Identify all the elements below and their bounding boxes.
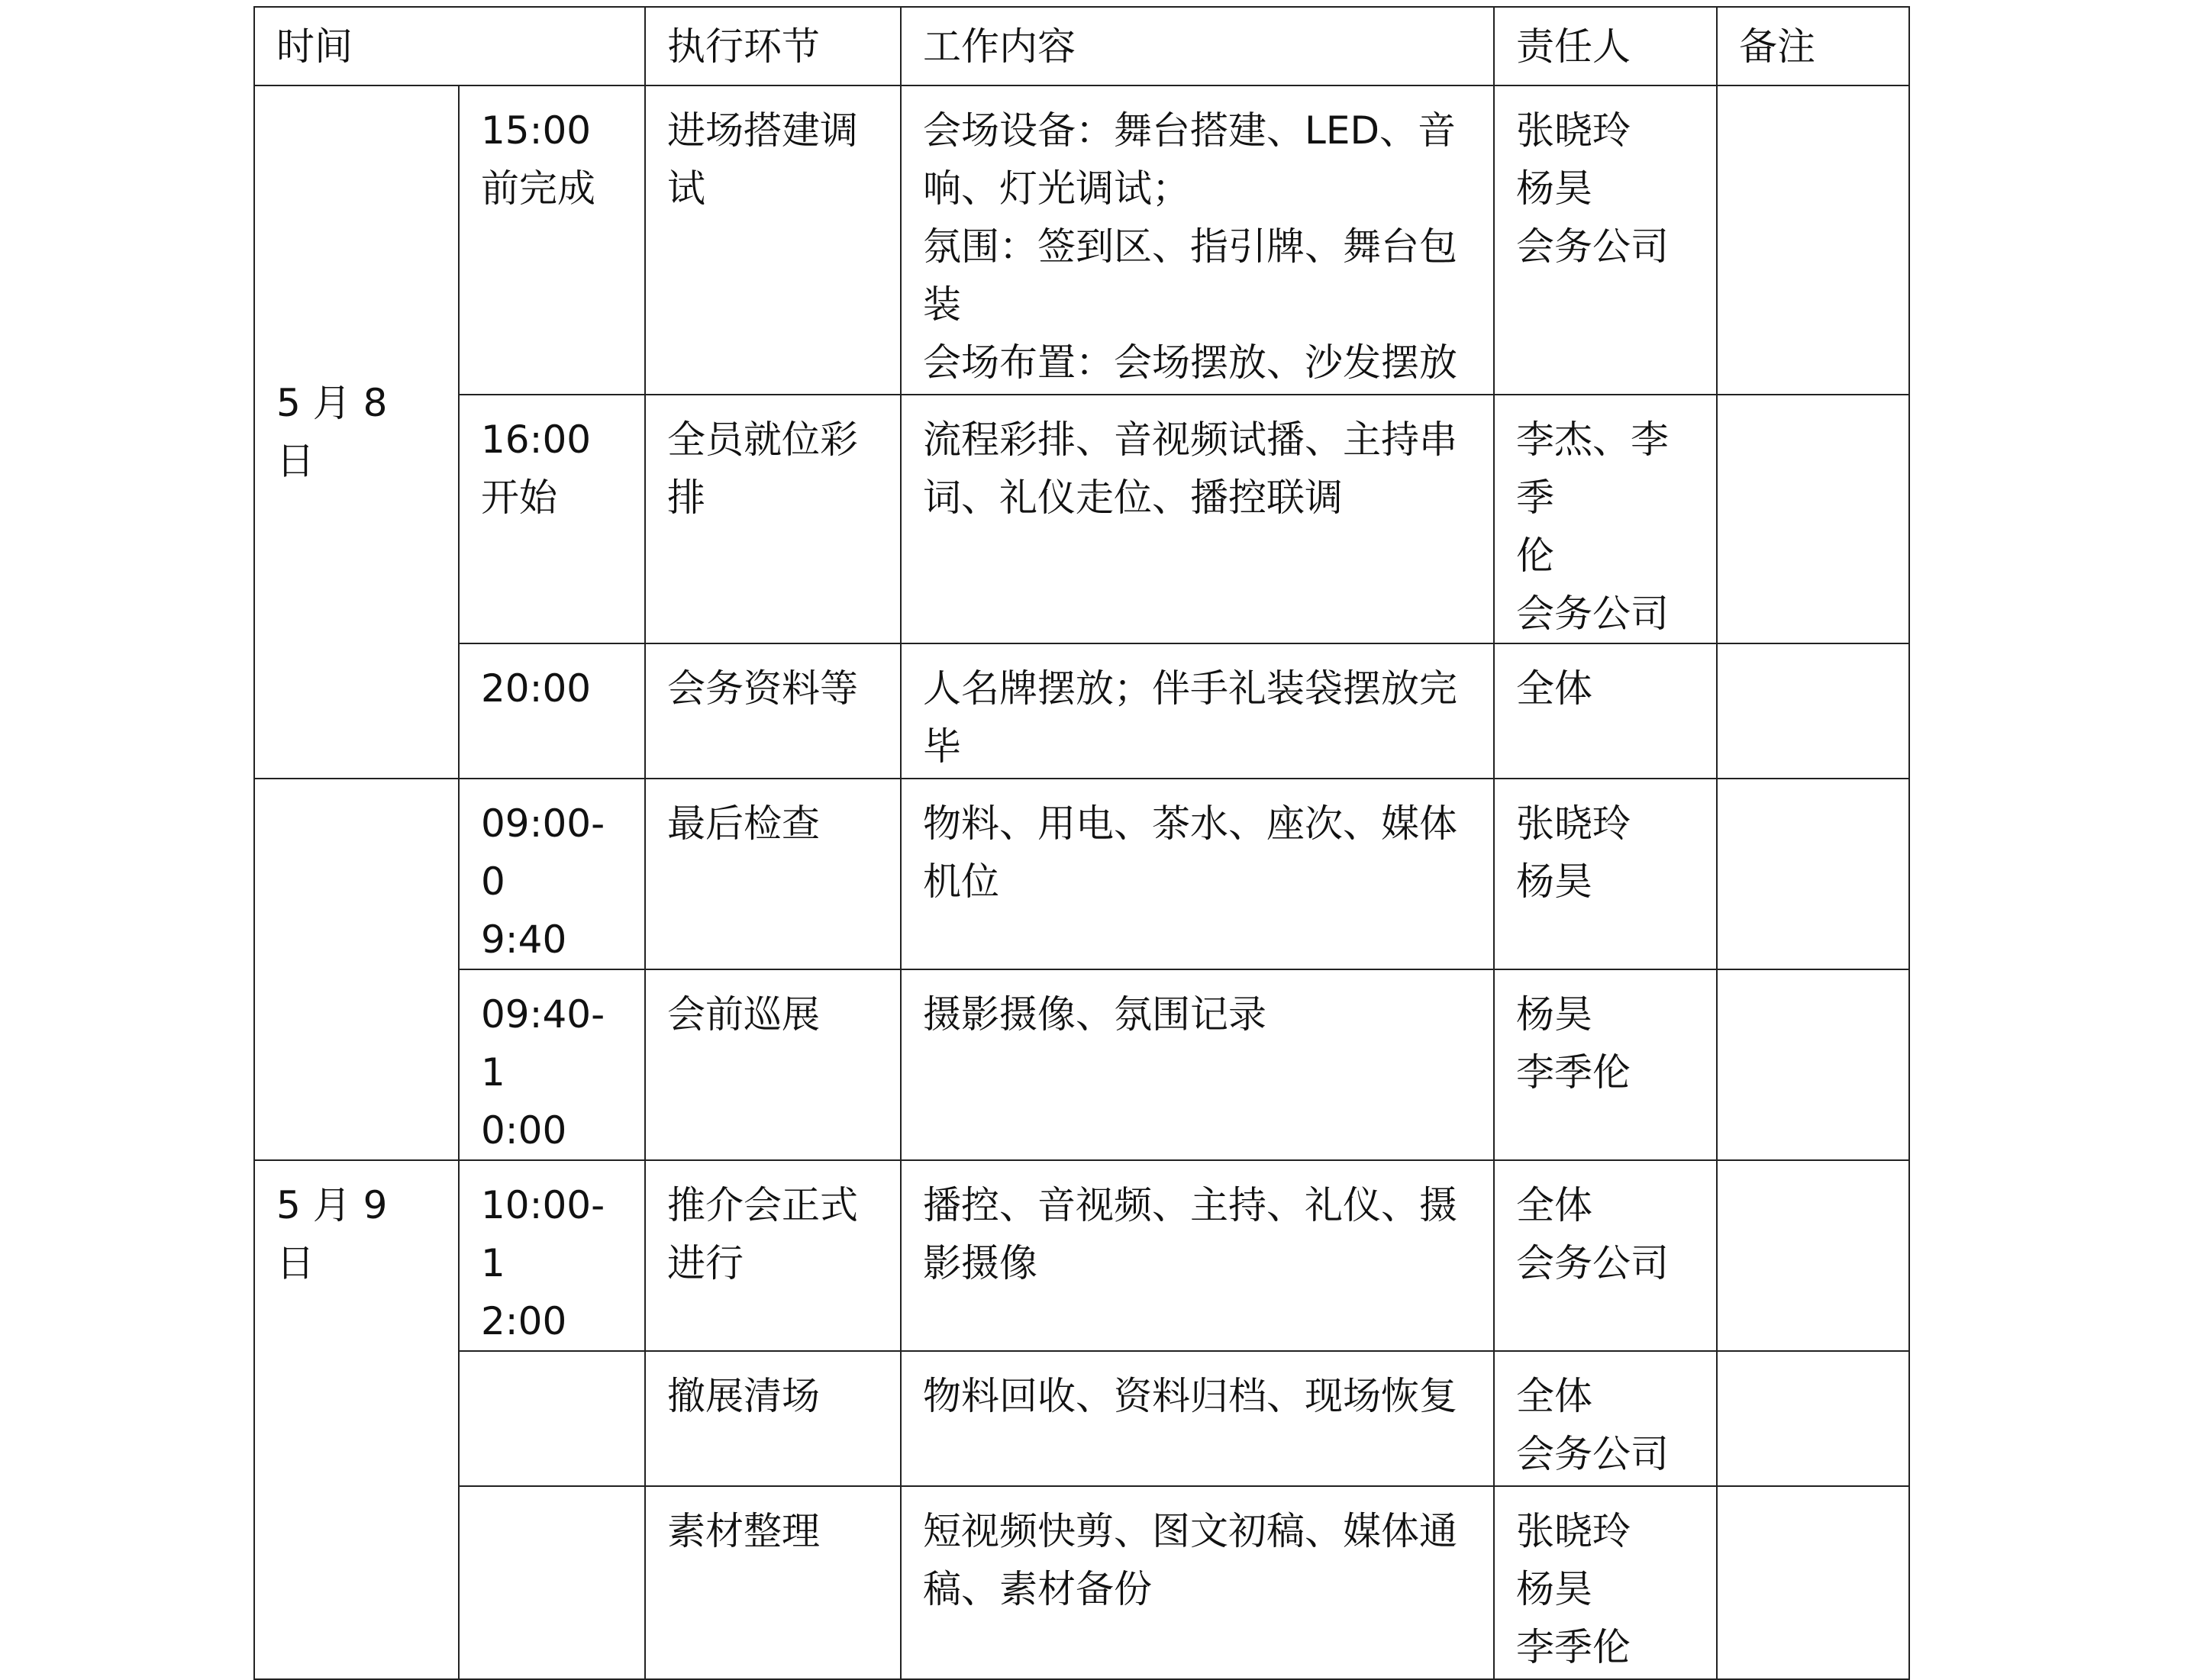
table-row bbox=[254, 85, 1909, 395]
owner-cell: 全体 会务公司 bbox=[1494, 1351, 1717, 1486]
time-cell: 20:00 bbox=[459, 643, 645, 779]
time-cell bbox=[459, 1486, 645, 1679]
notes-cell bbox=[1717, 395, 1909, 643]
owner-cell: 张晓玲 杨昊 bbox=[1494, 779, 1717, 969]
table-row bbox=[254, 969, 1909, 1160]
content-cell: 物料、用电、茶水、座次、媒体 机位 bbox=[901, 779, 1494, 969]
stage-cell: 素材整理 bbox=[645, 1486, 901, 1679]
content-cell: 人名牌摆放；伴手礼装袋摆放完 毕 bbox=[901, 643, 1494, 779]
owner-cell: 张晓玲 杨昊 李季伦 bbox=[1494, 1486, 1717, 1679]
header-notes: 备注 bbox=[1717, 7, 1909, 85]
notes-cell bbox=[1717, 85, 1909, 395]
table-row bbox=[254, 1160, 1909, 1351]
stage-cell: 全员就位彩 排 bbox=[645, 395, 901, 643]
stage-cell: 会务资料等 bbox=[645, 643, 901, 779]
table-row bbox=[254, 1351, 1909, 1486]
time-cell: 15:00 前完成 bbox=[459, 85, 645, 395]
owner-cell: 杨昊 李季伦 bbox=[1494, 969, 1717, 1160]
notes-cell bbox=[1717, 779, 1909, 969]
table-row bbox=[254, 395, 1909, 643]
stage-cell: 撤展清场 bbox=[645, 1351, 901, 1486]
table-row bbox=[254, 643, 1909, 779]
schedule-table bbox=[253, 6, 1910, 1680]
date-cell-may9: 5 月 9 日 bbox=[254, 1160, 459, 1679]
header-content: 工作内容 bbox=[901, 7, 1494, 85]
header-time: 时间 bbox=[254, 7, 645, 85]
table-row bbox=[254, 1486, 1909, 1679]
time-cell: 16:00 开始 bbox=[459, 395, 645, 643]
stage-cell: 会前巡展 bbox=[645, 969, 901, 1160]
notes-cell bbox=[1717, 1160, 1909, 1351]
notes-cell bbox=[1717, 969, 1909, 1160]
date-cell-may8: 5 月 8 日 bbox=[254, 85, 459, 779]
notes-cell bbox=[1717, 1486, 1909, 1679]
time-cell: 09:00-0 9:40 bbox=[459, 779, 645, 969]
content-cell: 物料回收、资料归档、现场恢复 bbox=[901, 1351, 1494, 1486]
time-cell: 09:40-1 0:00 bbox=[459, 969, 645, 1160]
owner-cell: 全体 会务公司 bbox=[1494, 1160, 1717, 1351]
content-cell: 摄影摄像、氛围记录 bbox=[901, 969, 1494, 1160]
header-stage: 执行环节 bbox=[645, 7, 901, 85]
content-cell: 播控、音视频、主持、礼仪、摄 影摄像 bbox=[901, 1160, 1494, 1351]
notes-cell bbox=[1717, 1351, 1909, 1486]
time-cell: 10:00-1 2:00 bbox=[459, 1160, 645, 1351]
stage-cell: 推介会正式 进行 bbox=[645, 1160, 901, 1351]
header-owner: 责任人 bbox=[1494, 7, 1717, 85]
notes-cell bbox=[1717, 643, 1909, 779]
stage-cell: 进场搭建调 试 bbox=[645, 85, 901, 395]
header-row bbox=[254, 7, 1909, 85]
owner-cell: 张晓玲 杨昊 会务公司 bbox=[1494, 85, 1717, 395]
content-cell: 会场设备：舞台搭建、LED、音 响、灯光调试； 氛围：签到区、指引牌、舞台包 装 会场布置：会场摆放、沙发摆放 bbox=[901, 85, 1494, 395]
content-cell: 短视频快剪、图文初稿、媒体通 稿、素材备份 bbox=[901, 1486, 1494, 1679]
time-cell bbox=[459, 1351, 645, 1486]
table-row bbox=[254, 779, 1909, 969]
stage-cell: 最后检查 bbox=[645, 779, 901, 969]
owner-cell: 全体 bbox=[1494, 643, 1717, 779]
owner-cell: 李杰、李季 伦 会务公司 bbox=[1494, 395, 1717, 643]
date-cell-empty bbox=[254, 779, 459, 1160]
content-cell: 流程彩排、音视频试播、主持串 词、礼仪走位、播控联调 bbox=[901, 395, 1494, 643]
